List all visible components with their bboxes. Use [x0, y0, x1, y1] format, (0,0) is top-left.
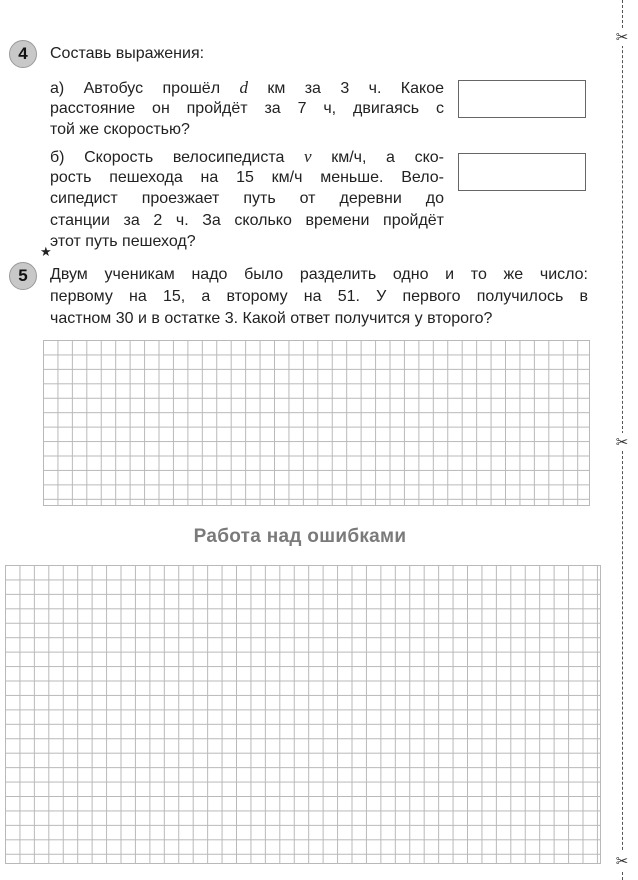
- scissors-icon: ✂: [613, 433, 631, 451]
- task-5-line-3: частном 30 и в остатке 3. Какой ответ получится у второго?: [50, 310, 493, 327]
- task-4b-line-4: станции за 2 ч. За сколько времени пройдёт: [50, 212, 444, 229]
- variable-v: v: [304, 147, 312, 166]
- section-title: Работа над ошибками: [193, 526, 407, 547]
- task-4b-line-5: этот путь пешеход?: [50, 233, 196, 250]
- task-4b-line-2: рость пешехода на 15 км/ч меньше. Вело-: [50, 169, 444, 186]
- task-4a-line-2: расстояние он пройдёт за 7 ч, двигаясь с: [50, 100, 444, 117]
- task-4-title: Составь выражения:: [50, 45, 205, 62]
- task-5-line-2: первому на 15, а второму на 51. У первого получилось в: [50, 288, 588, 305]
- task-5-line-1: Двум ученикам надо было разделить одно и то же число:: [50, 266, 588, 283]
- task-4a-answer-box[interactable]: [458, 80, 586, 118]
- scissors-icon: ✂: [613, 28, 631, 46]
- task-4-number-badge: 4: [9, 40, 37, 68]
- task-5-answer-grid[interactable]: [43, 340, 590, 506]
- task-4b-line-1: б) Скорость велосипедиста v км/ч, а ско-: [50, 147, 444, 166]
- task-5-number-badge: 5: [9, 262, 37, 290]
- task-4b-line-3: сипедист проезжает путь от деревни до: [50, 190, 444, 207]
- error-work-grid[interactable]: [5, 565, 601, 864]
- task-4a-line-3: той же скоростью?: [50, 121, 190, 138]
- variable-d: d: [239, 78, 248, 97]
- star-icon: ★: [40, 245, 52, 260]
- scissors-icon: ✂: [613, 852, 631, 870]
- task-4b-answer-box[interactable]: [458, 153, 586, 191]
- task-4a-line-1: а) Автобус прошёл d км за 3 ч. Какое: [50, 78, 444, 97]
